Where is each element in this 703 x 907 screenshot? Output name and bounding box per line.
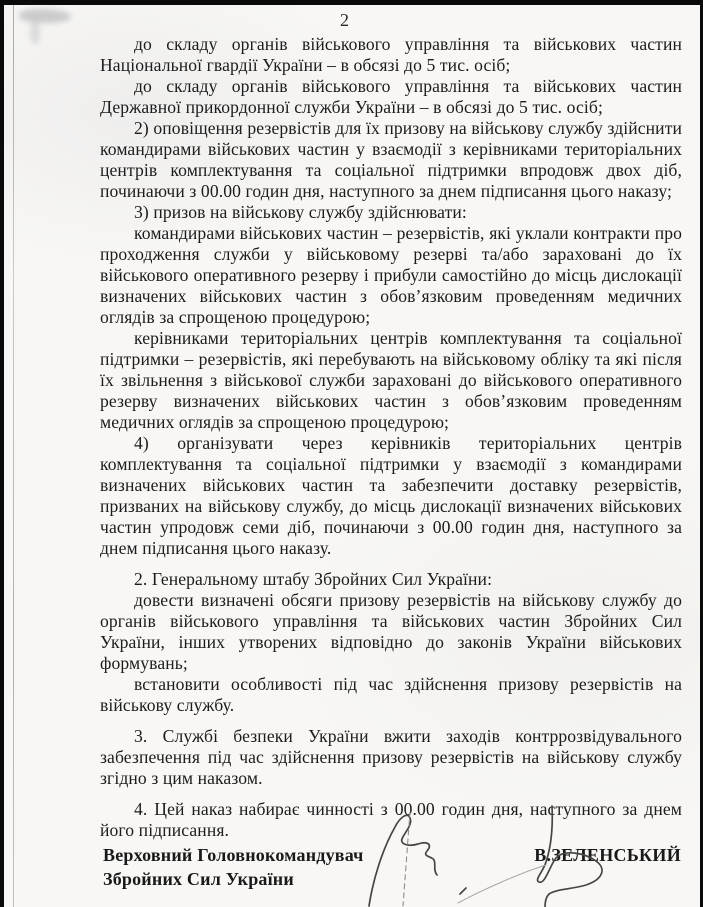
signer-title-line2: Збройних Сил України <box>103 869 294 889</box>
paragraph: до складу органів військового управління та військових частин Національної гвардії України – в обсязі до 5 тис. осіб; <box>100 34 682 75</box>
paragraph: 2) оповіщення резервістів для їх призову на військову службу здійснити командирами військових частин у взаємодії з керівниками територіальних центрів комплектування та соціальної підтримки впродовж двох діб, починаючи з 00.00 годин дня, наступного за днем підписання цього наказу; <box>100 118 682 201</box>
paragraph: 3) призов на військову службу здійснювати: <box>134 202 467 222</box>
signature-block <box>103 843 681 891</box>
signer-name: В.ЗЕЛЕНСЬКИЙ <box>534 845 681 865</box>
paragraph: 4. Цей наказ набирає чинності з 00.00 годин дня, наступного за днем його підписання. <box>100 799 682 840</box>
paragraph: керівниками територіальних центрів комплектування та соціальної підтримки – резервістів, які перебувають на військовому обліку та які після їх звільнення з військової служби зараховані до військового оперативного резерву визначених військових частин з обов’язковим проведенням медичних оглядів за спрощеною процедурою; <box>100 328 682 432</box>
paragraph: встановити особливості під час здійснення призову резервістів на військову службу. <box>100 674 682 715</box>
signer-title-line1: Верховний Головнокомандувач <box>103 845 364 865</box>
page-number: 2 <box>340 10 349 30</box>
paragraph: довести визначені обсяги призову резервістів на військову службу до органів військового управління та військових частин Збройних Сил України, інших утворених відповідно до законів України військових формувань; <box>100 590 682 673</box>
paragraph: 4) організувати через керівників територіальних центрів комплектування та соціальної підтримки у взаємодії з командирами визначених військових частин та забезпечити доставку резервістів, призваних на військову службу, до місць дислокації визначених військових частин упродовж семи діб, починаючи з 00.00 годин дня, наступного за днем підписання цього наказу. <box>100 433 682 558</box>
signer-title <box>103 843 364 891</box>
scan-edge-line <box>13 5 14 907</box>
paragraph: командирами військових частин – резервістів, які уклали контракти про проходження служби у військовому резерві та/або зараховані до їх військового оперативного резерву і прибули самостійно до місць дислокації визначених військових частин з обов’язковим проведенням медичних оглядів за спрощеною процедурою; <box>100 223 682 327</box>
document-body <box>100 34 682 841</box>
paragraph: до складу органів військового управління та військових частин Державної прикордонної служби України – в обсязі до 5 тис. осіб; <box>100 76 682 117</box>
paragraph: 3. Службі безпеки України вжити заходів контррозвідувального забезпечення під час здійснення призову резервістів на військову службу згідно з цим наказом. <box>100 726 682 788</box>
paragraph: 2. Генеральному штабу Збройних Сил України: <box>134 569 493 589</box>
